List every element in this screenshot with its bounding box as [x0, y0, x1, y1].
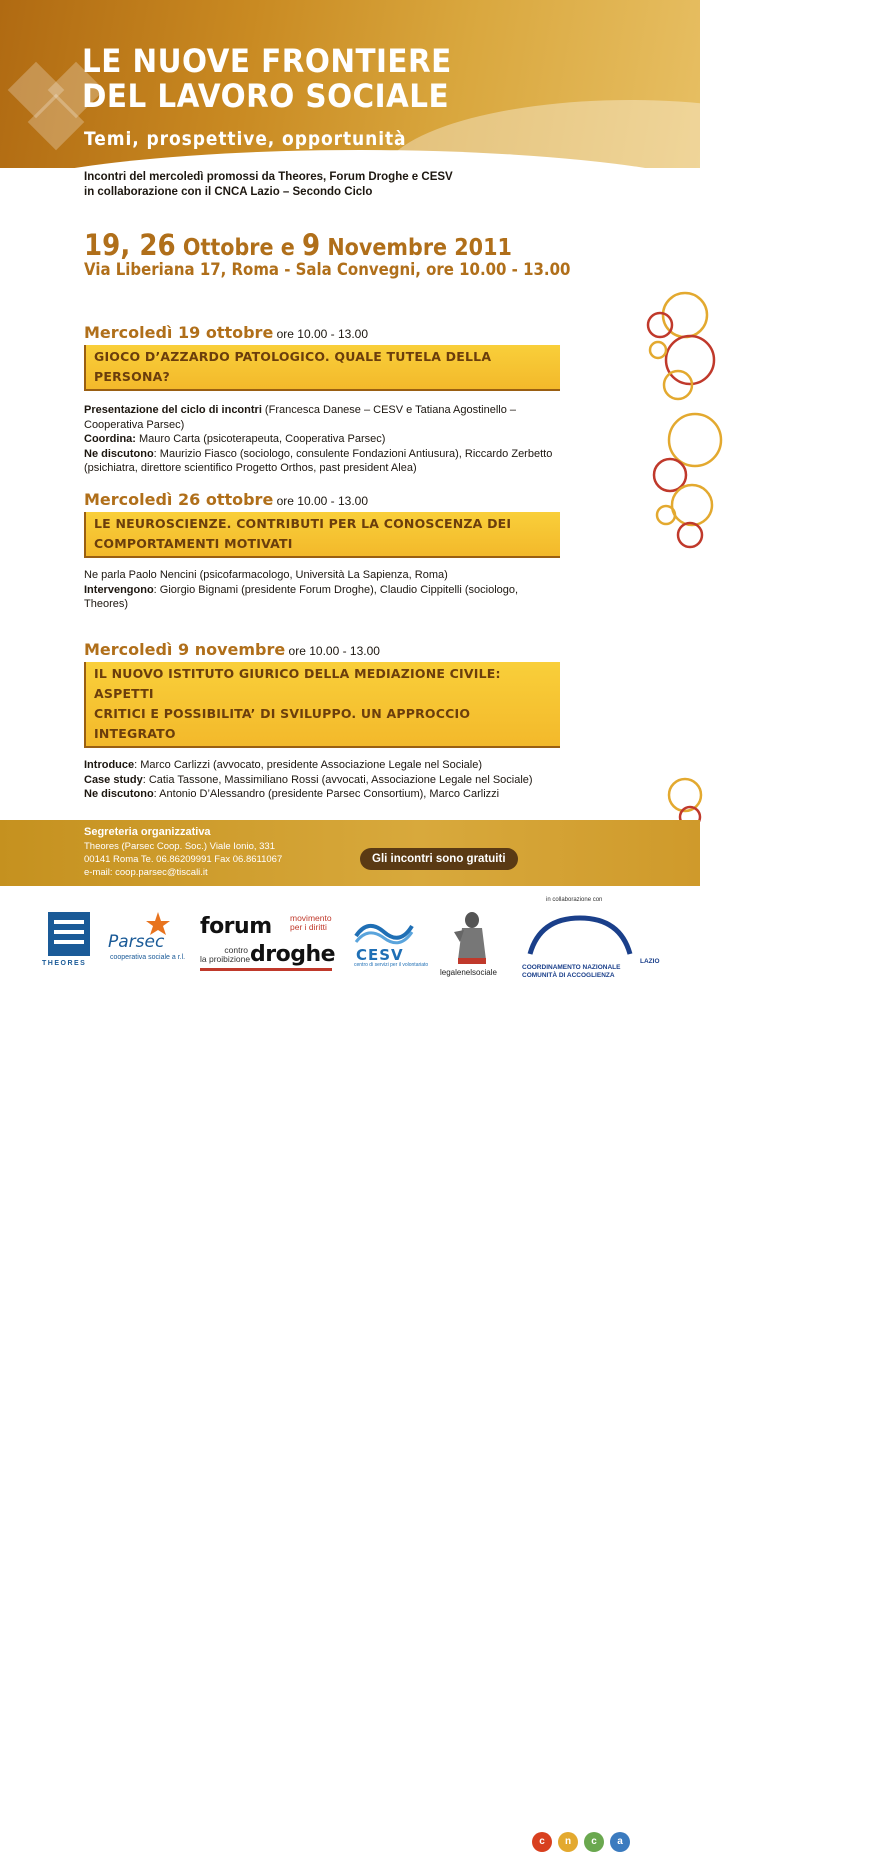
secretariat-title: Segreteria organizzativa	[84, 826, 211, 838]
decorative-rings-icon	[600, 290, 700, 550]
detail-label: Introduce	[84, 759, 135, 771]
detail-text: : Catia Tassone, Massimiliano Rossi (avvocati, Associazione Legale nel Sociale)	[142, 773, 533, 786]
detail-label: Intervengono	[84, 583, 154, 596]
session-topic-banner	[84, 345, 560, 391]
session-3	[84, 640, 560, 802]
detail-text: Ne parla Paolo Nencini (psicofarmacologo, Università La Sapienza, Roma)	[84, 569, 448, 581]
event-venue: Via Liberiana 17, Roma - Sala Convegni, ore 10.00 - 13.00	[84, 260, 571, 280]
cesv-logo-text: CESV	[356, 946, 404, 964]
session-2	[84, 490, 560, 612]
cnca-logo-subtext	[522, 964, 620, 980]
forum-droghe-underline	[200, 968, 332, 971]
detail-text: : Antonio D’Alessandro (presidente Parsec Consortium), Marco Carlizzi	[153, 788, 500, 800]
page-title	[82, 44, 452, 114]
cnca-letter-dot: c	[584, 1832, 604, 1852]
session-details	[84, 758, 560, 802]
promo-line: in collaborazione con il CNCA Lazio – Secondo Ciclo	[84, 186, 373, 198]
detail-line	[84, 583, 560, 612]
session-date	[84, 490, 560, 509]
session-details	[84, 403, 560, 476]
detail-label: Ne discutono	[84, 447, 154, 460]
cesv-wave-icon	[352, 916, 416, 946]
session-topic: CRITICI E POSSIBILITA’ DI SVILUPPO. UN APPROCCIO INTEGRATO	[94, 706, 471, 741]
detail-text: : Marco Carlizzi (avvocato, presidente Associazione Legale nel Sociale)	[134, 759, 483, 771]
detail-line	[84, 432, 560, 447]
session-details	[84, 568, 560, 612]
parsec-logo-text: Parsec	[108, 932, 165, 952]
parsec-logo-subtext: cooperativa sociale a r.l.	[110, 954, 186, 961]
partner-logos	[0, 906, 700, 1847]
forum-droghe-logo-word: forum	[200, 914, 272, 939]
tagline-line: contro	[224, 945, 248, 955]
detail-text: : Giorgio Bignami (presidente Forum Droghe), Claudio Cippitelli (sociologo, Theores)	[84, 583, 519, 610]
session-topic: COMPORTAMENTI MOTIVATI	[94, 536, 293, 551]
promo-line: Incontri del mercoledì promossi da Theores, Forum Droghe e CESV	[84, 171, 453, 183]
session-date-label: Mercoledì 9 novembre	[84, 640, 286, 659]
session-time: ore 10.00 - 13.00	[285, 644, 380, 658]
secretariat-contacts	[84, 840, 282, 879]
session-date-label: Mercoledì 19 ottobre	[84, 323, 274, 342]
title-line: DEL LAVORO SOCIALE	[82, 77, 450, 115]
tagline-line: per i diritti	[290, 922, 327, 932]
contact-email: e-mail: coop.parsec@tiscali.it	[84, 867, 208, 878]
date-month: Ottobre e	[175, 235, 302, 261]
forum-droghe-logo-word: droghe	[250, 942, 336, 967]
detail-label: Case study	[84, 773, 143, 786]
theores-logo-text: THEORES	[42, 960, 87, 967]
statue-icon	[448, 908, 496, 966]
cnca-letter-dot: c	[532, 1832, 552, 1852]
forum-droghe-tagline	[200, 946, 250, 964]
session-1	[84, 323, 560, 476]
contact-line: Theores (Parsec Coop. Soc.) Viale Ionio, 331	[84, 841, 275, 852]
forum-droghe-tagline	[290, 914, 332, 932]
detail-text: (Francesca Danese – CESV e Tatiana Agostinello – Cooperativa Parsec)	[84, 404, 517, 431]
session-date	[84, 323, 560, 342]
session-topic: IL NUOVO ISTITUTO GIURICO DELLA MEDIAZIONE CIVILE: ASPETTI	[94, 666, 501, 701]
cnca-line: COMUNITÀ DI ACCOGLIENZA	[522, 972, 615, 979]
date-days: 19, 26	[84, 228, 176, 262]
legale-nel-sociale-logo-text: legalenelsociale	[440, 968, 497, 977]
date-days: 9	[301, 228, 321, 262]
detail-text: Mauro Carta (psicoterapeuta, Cooperativa Parsec)	[135, 433, 386, 445]
cesv-logo-subtext: centro di servizi per il volontariato	[354, 962, 429, 968]
session-topic: GIOCO D’AZZARDO PATOLOGICO. QUALE TUTELA DELLA PERSONA?	[94, 349, 492, 384]
theores-logo-icon	[48, 912, 90, 956]
date-month: Novembre 2011	[320, 235, 512, 261]
detail-text: : Maurizio Fiasco (sociologo, consulente Fondazioni Antiusura), Riccardo Zerbetto (psichiatra, direttore scientifico Progetto Orthos, past president Alea)	[84, 447, 553, 474]
event-dates	[84, 228, 512, 262]
session-date	[84, 640, 560, 659]
cnca-ring-icon	[520, 914, 640, 964]
detail-line	[84, 787, 560, 802]
title-line: LE NUOVE FRONTIERE	[82, 42, 452, 80]
cnca-lazio-label: LAZIO	[640, 958, 660, 965]
session-time: ore 10.00 - 13.00	[273, 494, 369, 508]
contact-line: 00141 Roma Te. 06.86209991 Fax 06.8611067	[84, 854, 283, 865]
collaboration-label: in collaborazione con	[546, 897, 603, 903]
detail-line	[84, 403, 560, 432]
session-topic-banner	[84, 512, 560, 558]
detail-line	[84, 773, 560, 788]
page-subtitle: Temi, prospettive, opportunità	[84, 128, 407, 150]
cnca-letter-dot: a	[610, 1832, 630, 1852]
detail-label: Ne discutono	[84, 788, 154, 800]
detail-line	[84, 447, 560, 476]
promoters-text	[84, 170, 584, 200]
tagline-line: la proibizione	[200, 954, 251, 964]
session-topic-banner	[84, 662, 560, 748]
detail-label: Coordina:	[84, 433, 136, 445]
session-date-label: Mercoledì 26 ottobre	[84, 490, 274, 509]
tagline-line: movimento	[290, 913, 332, 923]
cnca-letter-dot: n	[558, 1832, 578, 1852]
free-admission-badge: Gli incontri sono gratuiti	[360, 848, 518, 870]
cnca-line: COORDINAMENTO NAZIONALE	[522, 964, 621, 971]
detail-line	[84, 758, 560, 773]
detail-label: Presentazione del ciclo di incontri	[84, 404, 262, 416]
session-time: ore 10.00 - 13.00	[273, 327, 369, 341]
detail-line	[84, 568, 560, 583]
session-topic: LE NEUROSCIENZE. CONTRIBUTI PER LA CONOSCENZA DEI	[94, 516, 512, 531]
